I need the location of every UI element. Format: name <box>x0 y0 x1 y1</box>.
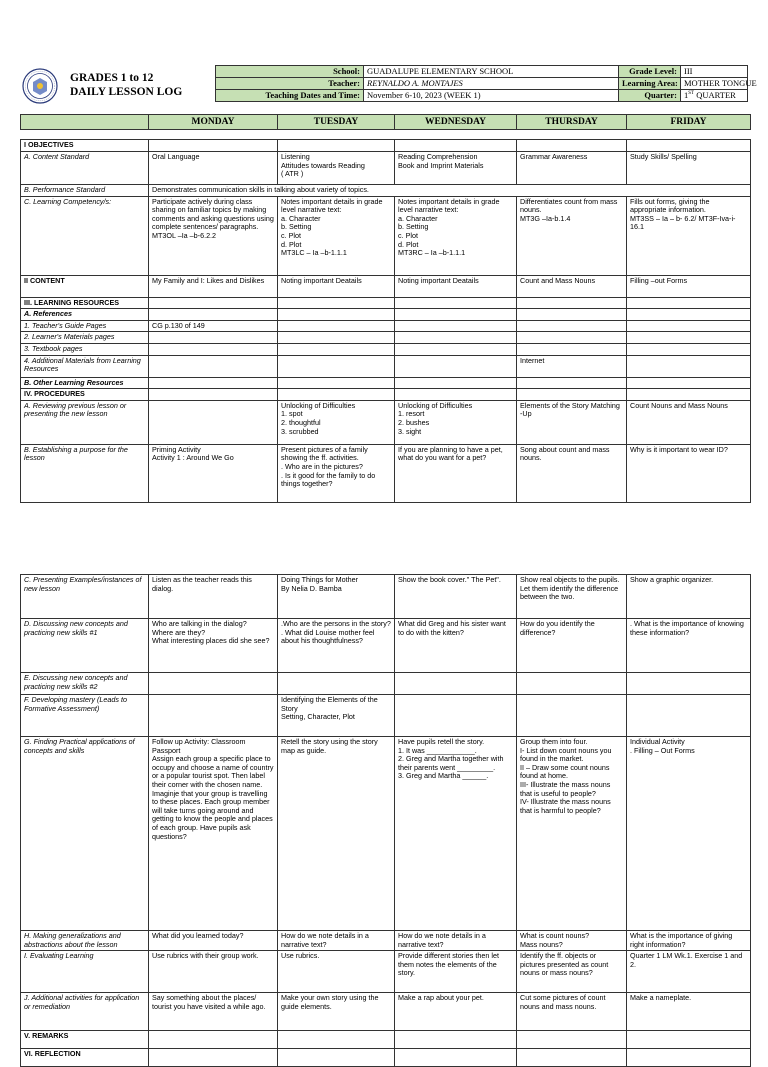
cell-wednesday <box>395 389 517 401</box>
cell-monday <box>149 1031 278 1049</box>
cell-wednesday <box>395 1031 517 1049</box>
cell-monday: Follow up Activity: Classroom Passport Assign each group a specific place to occupy and choose a name of country or a popular tourist spot. Then label their corner with the chosen name. Imaginje that your group is travelling to these places. Each group member will take turns going around and getting to know the people and places of each group. Have pupils ask questions? <box>149 737 278 931</box>
header-info-table <box>215 65 757 102</box>
row-label: I. Evaluating Learning <box>21 951 149 993</box>
grade-level-value: III <box>681 66 748 78</box>
row-label: 2. Learner's Materials pages <box>21 332 149 344</box>
table-row <box>21 332 751 344</box>
cell-tuesday: Make your own story using the guide elements. <box>278 993 395 1031</box>
cell-friday: Individual Activity . Filling – Out Forms <box>627 737 751 931</box>
row-label: A. Content Standard <box>21 152 149 185</box>
cell-friday <box>627 355 751 377</box>
cell-wednesday: What did Greg and his sister want to do with the kitten? <box>395 619 517 673</box>
cell-thursday: Cut some pictures of count nouns and mass nouns. <box>517 993 627 1031</box>
cell-wednesday: Reading Comprehension Book and Imprint Materials <box>395 152 517 185</box>
cell-monday: Listen as the teacher reads this dialog. <box>149 575 278 619</box>
table-row <box>21 1049 751 1067</box>
cell-friday: Quarter 1 LM Wk.1. Exercise 1 and 2. <box>627 951 751 993</box>
cell-tuesday <box>278 320 395 332</box>
cell-monday <box>149 355 278 377</box>
cell-wednesday <box>395 673 517 695</box>
learning-area-value: MOTHER TONGUE <box>681 78 748 90</box>
table-row <box>21 931 751 951</box>
cell-tuesday <box>278 1049 395 1067</box>
cell-tuesday <box>278 140 395 152</box>
row-label: 3. Textbook pages <box>21 343 149 355</box>
cell-thursday <box>517 332 627 344</box>
cell-friday <box>627 332 751 344</box>
cell-friday <box>627 1049 751 1067</box>
cell-thursday <box>517 695 627 737</box>
table-row <box>21 1031 751 1049</box>
cell-wednesday <box>395 297 517 309</box>
day-header-tuesday: TUESDAY <box>278 115 395 130</box>
table-row <box>21 695 751 737</box>
cell-monday: CG p.130 of 149 <box>149 320 278 332</box>
cell-friday: Filling –out Forms <box>627 275 751 297</box>
table-row <box>21 320 751 332</box>
cell-wednesday <box>395 343 517 355</box>
cell-friday: Make a nameplate. <box>627 993 751 1031</box>
cell-monday <box>149 1049 278 1067</box>
cell-friday <box>627 389 751 401</box>
row-span-cell: Demonstrates communication skills in talking about variety of topics. <box>149 185 751 197</box>
cell-thursday: Count and Mass Nouns <box>517 275 627 297</box>
cell-wednesday <box>395 320 517 332</box>
cell-tuesday: Identifying the Elements of the Story Setting, Character, Plot <box>278 695 395 737</box>
quarter-suffix: ST <box>688 91 695 97</box>
teaching-dates-value: November 6-10, 2023 (WEEK 1) <box>364 90 619 102</box>
cell-monday: Oral Language <box>149 152 278 185</box>
row-label: VI. REFLECTION <box>21 1049 149 1067</box>
cell-monday <box>149 332 278 344</box>
cell-tuesday: Doing Things for Mother By Nelia D. Bamba <box>278 575 395 619</box>
table-row <box>21 377 751 389</box>
cell-thursday <box>517 343 627 355</box>
cell-friday: . What is the importance of knowing these information? <box>627 619 751 673</box>
cell-thursday <box>517 1031 627 1049</box>
cell-wednesday: How do we note details in a narrative text? <box>395 931 517 951</box>
school-label: School: <box>216 66 364 78</box>
cell-tuesday: Use rubrics. <box>278 951 395 993</box>
row-label: 1. Teacher's Guide Pages <box>21 320 149 332</box>
cell-friday <box>627 297 751 309</box>
cell-tuesday <box>278 673 395 695</box>
cell-tuesday: Notes important details in grade level narrative text: a. Character b. Setting c. Plot d. Plot MT3LC – Ia –b-1.1.1 <box>278 196 395 275</box>
cell-thursday: Internet <box>517 355 627 377</box>
cell-thursday: Grammar Awareness <box>517 152 627 185</box>
cell-thursday: How do you identify the difference? <box>517 619 627 673</box>
cell-tuesday: How do we note details in a narrative text? <box>278 931 395 951</box>
deped-seal-icon <box>22 68 58 104</box>
cell-thursday <box>517 140 627 152</box>
quarter-value <box>681 90 748 102</box>
day-header-friday: FRIDAY <box>627 115 751 130</box>
table-row <box>21 275 751 297</box>
row-label: I OBJECTIVES <box>21 140 149 152</box>
cell-thursday <box>517 377 627 389</box>
day-header-monday: MONDAY <box>149 115 278 130</box>
cell-friday <box>627 673 751 695</box>
row-label: IV. PROCEDURES <box>21 389 149 401</box>
cell-wednesday: Make a rap about your pet. <box>395 993 517 1031</box>
row-label: J. Additional activities for application or remediation <box>21 993 149 1031</box>
cell-tuesday <box>278 377 395 389</box>
cell-wednesday: Notes important details in grade level narrative text: a. Character b. Setting c. Plot d. Plot MT3RC – Ia –b-1.1.1 <box>395 196 517 275</box>
cell-wednesday: Provide different stories then let them notes the elements of the story. <box>395 951 517 993</box>
table-row <box>21 152 751 185</box>
cell-wednesday <box>395 695 517 737</box>
teacher-label: Teacher: <box>216 78 364 90</box>
table-row <box>21 993 751 1031</box>
teacher-value: REYNALDO A. MONTAJES <box>364 78 619 90</box>
title-line-2: DAILY LESSON LOG <box>70 86 183 98</box>
day-header-thursday: THURSDAY <box>517 115 627 130</box>
cell-monday <box>149 297 278 309</box>
cell-wednesday <box>395 355 517 377</box>
cell-tuesday <box>278 1031 395 1049</box>
cell-tuesday <box>278 332 395 344</box>
grade-level-label: Grade Level: <box>619 66 681 78</box>
cell-friday: Study Skills/ Spelling <box>627 152 751 185</box>
title-line-1: GRADES 1 to 12 <box>70 72 154 84</box>
cell-monday: Use rubrics with their group work. <box>149 951 278 993</box>
cell-monday <box>149 389 278 401</box>
row-label: 4. Additional Materials from Learning Resources <box>21 355 149 377</box>
cell-monday <box>149 140 278 152</box>
cell-friday: Why is it important to wear ID? <box>627 444 751 502</box>
cell-monday: Say something about the places/ tourist you have visited a while ago. <box>149 993 278 1031</box>
row-label: G. Finding Practical applications of concepts and skills <box>21 737 149 931</box>
row-label: E. Discussing new concepts and practicing new skills #2 <box>21 673 149 695</box>
cell-friday <box>627 343 751 355</box>
school-value: GUADALUPE ELEMENTARY SCHOOL <box>364 66 619 78</box>
cell-monday: My Family and I: Likes and Dislikes <box>149 275 278 297</box>
table-row <box>21 309 751 321</box>
row-label: B. Establishing a purpose for the lesson <box>21 444 149 502</box>
row-label: H. Making generalizations and abstractions about the lesson <box>21 931 149 951</box>
cell-thursday: Show real objects to the pupils. Let them identify the difference between the two. <box>517 575 627 619</box>
cell-thursday <box>517 1049 627 1067</box>
table-row <box>21 737 751 931</box>
cell-thursday: Elements of the Story Matching -Up <box>517 400 627 444</box>
cell-wednesday <box>395 1049 517 1067</box>
cell-tuesday <box>278 297 395 309</box>
cell-friday <box>627 695 751 737</box>
cell-monday: What did you learned today? <box>149 931 278 951</box>
cell-wednesday: Show the book cover." The Pet". <box>395 575 517 619</box>
document-title <box>70 71 182 99</box>
row-label: A. References <box>21 309 149 321</box>
table-row <box>21 343 751 355</box>
cell-tuesday <box>278 389 395 401</box>
cell-tuesday: Listening Attitudes towards Reading ( ATR ) <box>278 152 395 185</box>
cell-tuesday: Noting important Deatails <box>278 275 395 297</box>
table-row <box>21 673 751 695</box>
day-header-row <box>20 114 751 130</box>
cell-wednesday <box>395 377 517 389</box>
cell-monday <box>149 695 278 737</box>
cell-friday <box>627 1031 751 1049</box>
row-label: F. Developing mastery (Leads to Formative Assessment) <box>21 695 149 737</box>
cell-monday: Priming Activity Activity 1 : Around We Go <box>149 444 278 502</box>
cell-thursday: Song about count and mass nouns. <box>517 444 627 502</box>
table-row <box>21 140 751 152</box>
cell-monday <box>149 309 278 321</box>
cell-tuesday: Retell the story using the story map as guide. <box>278 737 395 931</box>
cell-wednesday: If you are planning to have a pet, what do you want for a pet? <box>395 444 517 502</box>
cell-monday: Participate actively during class sharing on familiar topics by making comments and asking questions using complete sentences/ paragraphs. MT3OL –Ia –b-6.2.2 <box>149 196 278 275</box>
quarter-number: 1 <box>684 90 689 100</box>
row-label: D. Discussing new concepts and practicing new skills #1 <box>21 619 149 673</box>
row-label: III. LEARNING RESOURCES <box>21 297 149 309</box>
cell-wednesday: Noting important Deatails <box>395 275 517 297</box>
row-label: II CONTENT <box>21 275 149 297</box>
cell-friday <box>627 140 751 152</box>
cell-wednesday <box>395 309 517 321</box>
table-row <box>21 619 751 673</box>
table-row <box>21 444 751 502</box>
table-row <box>21 196 751 275</box>
table-row <box>21 575 751 619</box>
quarter-label: Quarter: <box>619 90 681 102</box>
cell-thursday <box>517 297 627 309</box>
cell-thursday <box>517 673 627 695</box>
table-row <box>21 185 751 197</box>
day-header-wednesday: WEDNESDAY <box>395 115 517 130</box>
table-row <box>21 400 751 444</box>
cell-tuesday <box>278 355 395 377</box>
teaching-dates-label: Teaching Dates and Time: <box>216 90 364 102</box>
row-label: B. Performance Standard <box>21 185 149 197</box>
row-label: V. REMARKS <box>21 1031 149 1049</box>
cell-monday: Who are talking in the dialog? Where are they? What interesting places did she see? <box>149 619 278 673</box>
cell-tuesday: Unlocking of Difficulties 1. spot 2. thoughtful 3. scrubbed <box>278 400 395 444</box>
quarter-text: QUARTER <box>694 90 736 100</box>
cell-monday <box>149 400 278 444</box>
cell-wednesday <box>395 332 517 344</box>
cell-friday <box>627 377 751 389</box>
cell-tuesday <box>278 309 395 321</box>
cell-thursday: Differentiates count from mass nouns. MT3G –Ia-b.1.4 <box>517 196 627 275</box>
cell-thursday: What is count nouns? Mass nouns? <box>517 931 627 951</box>
table-row <box>21 389 751 401</box>
cell-friday: Count Nouns and Mass Nouns <box>627 400 751 444</box>
cell-tuesday: .Who are the persons in the story? . What did Louise mother feel about his thoughtfulness? <box>278 619 395 673</box>
cell-thursday <box>517 320 627 332</box>
learning-area-label: Learning Area: <box>619 78 681 90</box>
cell-thursday <box>517 309 627 321</box>
table-row <box>21 297 751 309</box>
cell-friday <box>627 309 751 321</box>
lesson-table-part-2 <box>20 574 751 1067</box>
cell-friday: Fills out forms, giving the appropriate information. MT3SS – Ia – b- 6.2/ MT3F-Iva-i-16.1 <box>627 196 751 275</box>
table-row <box>21 951 751 993</box>
cell-thursday <box>517 389 627 401</box>
cell-friday: Show a graphic organizer. <box>627 575 751 619</box>
cell-friday <box>627 320 751 332</box>
cell-wednesday <box>395 140 517 152</box>
row-label: A. Reviewing previous lesson or presenting the new lesson <box>21 400 149 444</box>
cell-monday <box>149 377 278 389</box>
cell-friday: What is the importance of giving right information? <box>627 931 751 951</box>
row-label: B. Other Learning Resources <box>21 377 149 389</box>
cell-wednesday: Unlocking of Difficulties 1. resort 2. bushes 3. sight <box>395 400 517 444</box>
day-header-blank <box>21 115 149 130</box>
cell-monday <box>149 673 278 695</box>
cell-tuesday: Present pictures of a family showing the ff. activities. . Who are in the pictures? . Is it good for the family to do things together? <box>278 444 395 502</box>
cell-tuesday <box>278 343 395 355</box>
cell-thursday: Group them into four. I- List down count nouns you found in the market. II – Draw some count nouns found at home. III- Illustrate the mass nouns that is useful to people? IV- Illustrate the mass nouns that is harmful to people? <box>517 737 627 931</box>
row-label: C. Presenting Examples/instances of new lesson <box>21 575 149 619</box>
cell-wednesday: Have pupils retell the story. 1. It was ____________. 2. Greg and Martha together with their parents went _________. 3. Greg and Martha ______. <box>395 737 517 931</box>
lesson-table-part-1 <box>20 139 751 503</box>
row-label: C. Learning Competency/s: <box>21 196 149 275</box>
table-row <box>21 355 751 377</box>
cell-thursday: Identify the ff. objects or pictures presented as count nouns or mass nouns? <box>517 951 627 993</box>
cell-monday <box>149 343 278 355</box>
